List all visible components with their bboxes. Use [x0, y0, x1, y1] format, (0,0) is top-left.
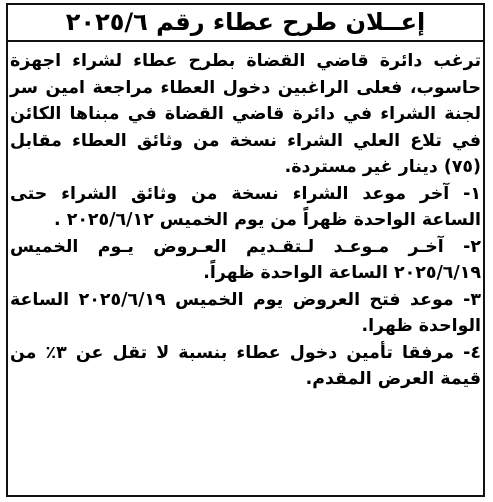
intro-paragraph: ترغب دائرة قاضي القضاة بطرح عطاء لشراء اجهزة حاسوب، فعلى الراغبين دخول العطاء مراجعة امين سر لجنة الشراء في دائرة قاضي القضاة في مبناها الكائن في تلاع العلي الشراء نسخة من وثائق العطاء مقابل (٧٥) دينار غير مستردة.: [10, 51, 481, 177]
list-item: ١- آخر موعد الشراء نسخة من وثائق الشراء حتى الساعة الواحدة ظهراً من يوم الخميس ٢٠٢٥/٦/١٢ .: [10, 183, 481, 230]
list-item: ٤- مرفقا تأمين دخول عطاء بنسبة لا تقل عن ٣٪ من قيمة العرض المقدم.: [10, 342, 481, 389]
list-item: ٣- موعد فتح العروض يوم الخميس ٢٠٢٥/٦/١٩ الساعة الواحدة ظهرا.: [10, 289, 481, 336]
notice-body: [10, 48, 481, 393]
title-divider: [8, 40, 483, 42]
notice-title: إعــلان طرح عطاء رقم ٢٠٢٥/٦: [65, 8, 426, 36]
list-item: ٢- آخـر مـوعـد لـتقـديم العـروض يـوم الخميس ٢٠٢٥/٦/١٩ الساعة الواحدة ظهراً.: [10, 236, 481, 283]
